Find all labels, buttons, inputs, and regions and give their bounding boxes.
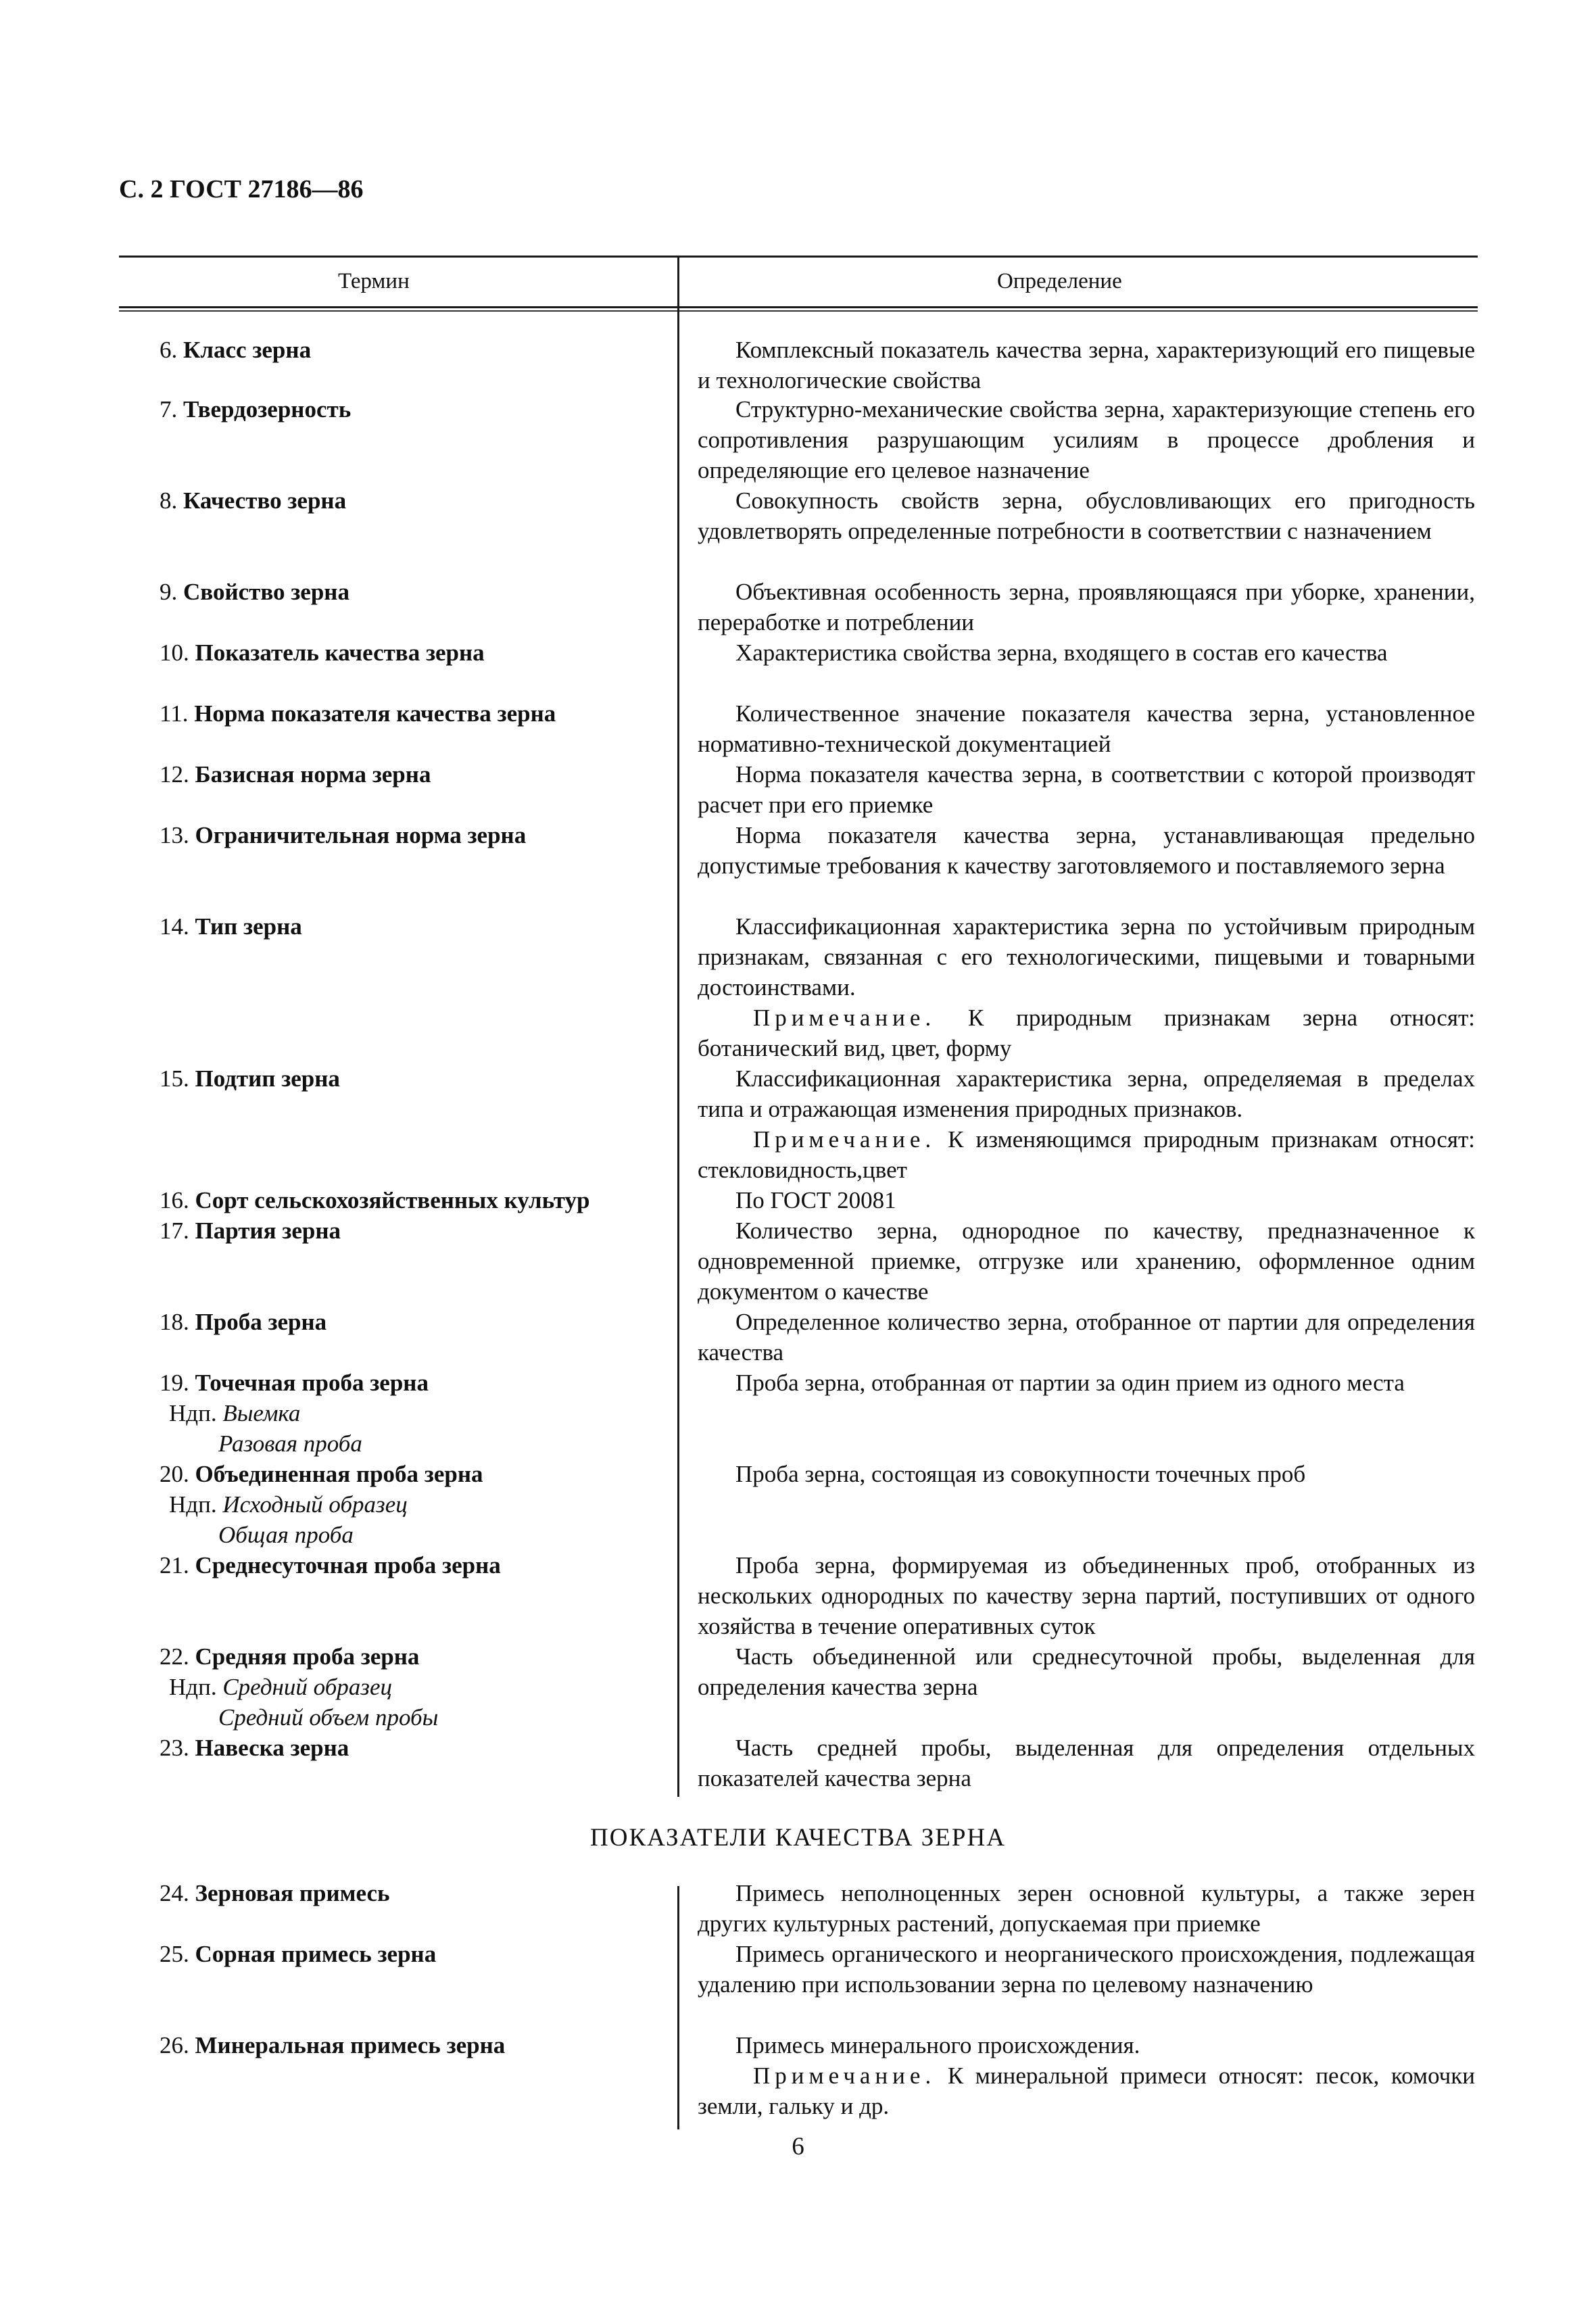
- definition-cell: [698, 1307, 1475, 1368]
- term-name: Качество зерна: [183, 487, 347, 514]
- term-name: Твердозерность: [183, 396, 352, 423]
- term-number: 21.: [160, 1552, 189, 1578]
- definition-cell: [698, 1368, 1475, 1398]
- definition-cell: [698, 394, 1475, 485]
- definition-text: Норма показателя качества зерна, устанавливающая предельно допустимые требования к качеству заготовляемого и поставляемого зерна: [698, 822, 1475, 879]
- term-cell: [160, 394, 660, 425]
- term-number: 18.: [160, 1309, 189, 1335]
- definition-note: [698, 1003, 1475, 1063]
- term-cell: [160, 1368, 660, 1459]
- definition-note: [698, 1124, 1475, 1185]
- definition-text: Количественное значение показателя качества зерна, установленное нормативно-технической документацией: [698, 700, 1475, 757]
- term-cell: [160, 1550, 660, 1581]
- column-header-definition: Определение: [997, 269, 1122, 293]
- term-name: Свойство зерна: [183, 579, 349, 605]
- term-number: 10.: [160, 640, 189, 666]
- definition-text: Примесь минерального происхождения.: [735, 2032, 1140, 2058]
- definition-text: По ГОСТ 20081: [735, 1187, 896, 1213]
- definition-text: Примесь органического и неорганического происхождения, подлежащая удалению при использовании зерна по целевому назначению: [698, 1941, 1475, 1998]
- term-number: 22.: [160, 1643, 189, 1670]
- term-name: Норма показателя качества зерна: [194, 700, 556, 727]
- definition-text: Классификационная характеристика зерна, определяемая в пределах типа и отражающая изменения природных признаков.: [698, 1065, 1475, 1122]
- definition-cell: [698, 1063, 1475, 1185]
- term-number: 16.: [160, 1187, 189, 1213]
- term-cell: [160, 1733, 660, 1763]
- term-name: Сорная примесь зерна: [195, 1941, 437, 1967]
- note-label: Примечание.: [753, 1005, 936, 1031]
- term-number: 6.: [160, 337, 178, 363]
- note-text: К природным признакам зерна относят: ботанический вид, цвет, форму: [698, 1005, 1475, 1061]
- definition-text: Объективная особенность зерна, проявляющаяся при уборке, хранении, переработке и потреблении: [698, 579, 1475, 635]
- definition-cell: [698, 1641, 1475, 1702]
- term-number: 15.: [160, 1065, 189, 1092]
- definition-cell: [698, 1939, 1475, 2000]
- column-header-term: Термин: [338, 269, 410, 293]
- deprecated-term: Разовая проба: [218, 1430, 362, 1457]
- definition-text: Совокупность свойств зерна, обусловливающих его пригодность удовлетворять определенные потребности в соответствии с назначением: [698, 487, 1475, 544]
- definition-text: Норма показателя качества зерна, в соответствии с которой производят расчет при его приемке: [698, 761, 1475, 818]
- term-number: 12.: [160, 761, 189, 788]
- definition-cell: [698, 1215, 1475, 1307]
- note-text: К минеральной примеси относят: песок, комочки земли, гальку и др.: [698, 2062, 1476, 2119]
- definition-cell: [698, 911, 1475, 1063]
- term-name: Точечная проба зерна: [195, 1370, 429, 1396]
- definition-cell: [698, 698, 1475, 759]
- term-number: 11.: [160, 700, 189, 727]
- definition-text: Характеристика свойства зерна, входящего в состав его качества: [735, 640, 1388, 666]
- definition-text: Классификационная характеристика зерна по устойчивым природным признакам, связанная с его технологическими, пищевыми и товарными достоинствами.: [698, 913, 1475, 1000]
- term-name: Проба зерна: [195, 1309, 327, 1335]
- term-name: Подтип зерна: [195, 1065, 340, 1092]
- definition-text: Проба зерна, формируемая из объединенных проб, отобранных из нескольких однородных по качеству зерна партий, поступивших от одного хозяйства в течение оперативных суток: [698, 1552, 1475, 1639]
- definition-cell: [698, 1733, 1475, 1793]
- term-number: 13.: [160, 822, 189, 848]
- deprecated-term: Общая проба: [218, 1522, 354, 1548]
- term-number: 8.: [160, 487, 178, 514]
- definition-cell: [698, 759, 1475, 820]
- term-name: Среднесуточная проба зерна: [195, 1552, 501, 1578]
- definition-cell: [698, 1878, 1475, 1939]
- term-number: 26.: [160, 2032, 189, 2058]
- table-top-rule: [119, 256, 1478, 258]
- term-cell: [160, 1185, 660, 1215]
- deprecated-label: Ндп.: [169, 1674, 217, 1700]
- definition-note: [698, 2060, 1475, 2121]
- definition-text: Комплексный показатель качества зерна, характеризующий его пищевые и технологические свойства: [698, 337, 1475, 393]
- definition-text: Количество зерна, однородное по качеству, предназначенное к одновременной приемке, отгрузке или хранению, оформленное одним документом о качестве: [698, 1217, 1475, 1305]
- deprecated-term: Средний образец: [222, 1674, 392, 1700]
- term-cell: [160, 1939, 660, 1969]
- section-title: ПОКАЗАТЕЛИ КАЧЕСТВА ЗЕРНА: [590, 1824, 1006, 1852]
- term-name: Объединенная проба зерна: [195, 1461, 483, 1487]
- definition-text: Примесь неполноценных зерен основной культуры, а также зерен других культурных растений, допускаемая при приемке: [698, 1880, 1475, 1937]
- deprecated-term-line: [160, 1672, 660, 1702]
- term-number: 24.: [160, 1880, 189, 1906]
- term-name: Сорт сельскохозяйственных культур: [195, 1187, 590, 1213]
- term-name: Минеральная примесь зерна: [195, 2032, 506, 2058]
- term-number: 25.: [160, 1941, 189, 1967]
- term-cell: [160, 1641, 660, 1733]
- deprecated-term-line: [160, 1489, 660, 1520]
- definition-cell: [698, 2030, 1475, 2121]
- term-cell: [160, 698, 660, 729]
- definition-text: Определенное количество зерна, отобранное от партии для определения качества: [698, 1309, 1475, 1366]
- definition-cell: [698, 485, 1475, 546]
- deprecated-term: Средний объем пробы: [218, 1704, 439, 1731]
- term-cell: [160, 820, 660, 850]
- deprecated-term: Выемка: [222, 1400, 301, 1426]
- page-header: С. 2 ГОСТ 27186—86: [119, 175, 364, 203]
- table-head-rule: [119, 306, 1478, 308]
- term-name: Навеска зерна: [195, 1735, 349, 1761]
- term-name: Тип зерна: [195, 913, 302, 940]
- definition-cell: [698, 637, 1475, 668]
- term-name: Показатель качества зерна: [195, 640, 485, 666]
- definition-text: Часть объединенной или среднесуточной пробы, выделенная для определения качества зерна: [698, 1643, 1475, 1700]
- term-cell: [160, 485, 660, 516]
- page-number: 6: [792, 2133, 804, 2161]
- definition-cell: [698, 1459, 1475, 1489]
- term-number: 9.: [160, 579, 178, 605]
- definition-cell: [698, 820, 1475, 881]
- note-text: К изменяющимся природным признакам относят: стекловидность,цвет: [698, 1126, 1476, 1183]
- term-cell: [160, 335, 660, 365]
- definition-text: Структурно-механические свойства зерна, характеризующие степень его сопротивления разрушающим усилиям в процессе дробления и определяющие его целевое назначение: [698, 396, 1475, 483]
- term-name: Партия зерна: [195, 1217, 341, 1244]
- term-number: 17.: [160, 1217, 189, 1244]
- deprecated-label: Ндп.: [169, 1491, 217, 1518]
- definition-cell: [698, 1550, 1475, 1641]
- note-label: Примечание.: [753, 2062, 936, 2089]
- term-cell: [160, 577, 660, 607]
- term-number: 20.: [160, 1461, 189, 1487]
- term-cell: [160, 1215, 660, 1246]
- term-cell: [160, 759, 660, 790]
- definition-cell: [698, 1185, 1475, 1215]
- term-cell: [160, 911, 660, 942]
- table-head-rule-2: [119, 310, 1478, 312]
- term-cell: [160, 637, 660, 668]
- term-name: Зерновая примесь: [195, 1880, 390, 1906]
- term-name: Базисная норма зерна: [195, 761, 431, 788]
- table-column-divider: [677, 256, 679, 1797]
- term-number: 14.: [160, 913, 189, 940]
- term-cell: [160, 1459, 660, 1550]
- definition-text: Проба зерна, состоящая из совокупности точечных проб: [735, 1461, 1306, 1487]
- definition-text: Проба зерна, отобранная от партии за один прием из одного места: [735, 1370, 1405, 1396]
- definition-cell: [698, 335, 1475, 395]
- deprecated-term-line: [160, 1398, 660, 1428]
- term-number: 23.: [160, 1735, 189, 1761]
- term-name: Средняя проба зерна: [195, 1643, 420, 1670]
- definition-text: Часть средней пробы, выделенная для определения отдельных показателей качества зерна: [698, 1735, 1475, 1791]
- term-name: Ограничительная норма зерна: [195, 822, 527, 848]
- note-label: Примечание.: [753, 1126, 936, 1153]
- deprecated-term: Исходный образец: [222, 1491, 408, 1518]
- table-column-divider-2: [677, 1886, 679, 2129]
- term-number: 7.: [160, 396, 178, 423]
- deprecated-label: Ндп.: [169, 1400, 217, 1426]
- term-cell: [160, 2030, 660, 2060]
- definition-cell: [698, 577, 1475, 637]
- term-cell: [160, 1307, 660, 1337]
- term-number: 19.: [160, 1370, 189, 1396]
- term-name: Класс зерна: [183, 337, 312, 363]
- term-cell: [160, 1063, 660, 1094]
- term-cell: [160, 1878, 660, 1908]
